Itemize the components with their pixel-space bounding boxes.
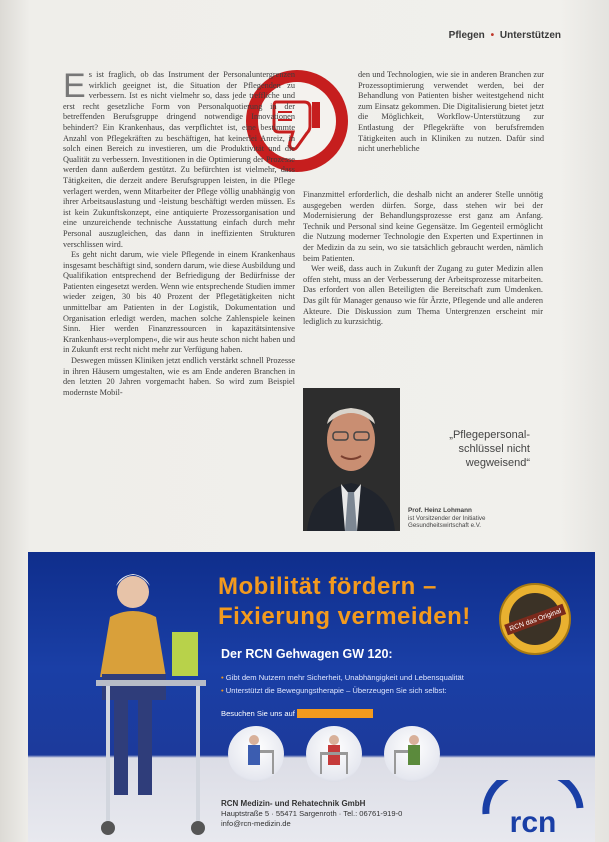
- article-paragraph: Es geht nicht darum, wie viele Pflegende in einem Krankenhaus insgesamt beschäftigt sind, sondern darum, wie diese Ausbildung und Qualifikation entsprechend der Befriedigung der Bedürfnisse der Patienten eingesetzt werden. Wenn wie entsprechende Studien immer wieder zeigen, 30 bis 40 Prozent der Pflegetätigkeiten nicht unmittelbar am Patienten in der Logistik, Dokumentation und Organisation erledigt werden, machen solche Zahlenspiele keinen Sinn. Hier werden Finanzressourcen in kapazitätsintensive Krankenhaus-»verplompen«, die wir aus heute schon nicht haben und in Zukunft erst recht nicht mehr zur Verfügung haben.: [63, 250, 295, 355]
- pull-quote: „Pflegepersonal-schlüssel nicht wegweisend“: [449, 429, 530, 469]
- article-paragraph: s ist fraglich, ob das Instrument der Personaluntergrenzen wirklich geeignet ist, die Situation der Pflegenden zu verbessern. Ist es nicht vielmehr so, dass jede treffliche und erst recht gesetzliche Form von Personalquotierung in der betreffenden Berufsgruppe dringend notwendige Innovationen behindert? Ein Krankenhaus, das verpflichtet ist, eine bestimmte Anzahl von Pflegekräften zu beschäftigen, hat keinerlei Anreiz, in solch einen Bereich zu investieren, um die Produktivität und die Qualität zu verbessern. Investitionen in die Optimierung der Prozesse werden dann außerdem gestützt. Zu befürchten ist vielmehr, dass Tätigkeiten, die derzeit andere Berufsgruppen leisten, in die Pflege verlagert werden, wenn Mitarbeiter der Pflege völlig unabhängig von ihrer Arbeitsauslastung und -leistung beschäftigt werden müssen. Es ist kein Zukunftskonzept, eine antiquierte Prozessorganisation und eine unzureichende technische Ausstattung einfach durch mehr Personal auszugleichen, das dann in ineffizienten Strukturen verschlissen wird.: [63, 70, 295, 249]
- quality-seal-icon: [498, 582, 572, 656]
- section-label-pflegen: Pflegen: [448, 30, 485, 41]
- advertisement: [28, 552, 595, 842]
- ad-product-name: Der RCN Gehwagen GW 120:: [221, 647, 393, 661]
- caption-org: Gesundheitswirtschaft e.V.: [408, 522, 482, 529]
- rcn-logo-text: rcn: [509, 806, 557, 839]
- ad-benefit-item: • Gibt dem Nutzern mehr Sicherheit, Unabhängigkeit und Lebensqualität: [221, 671, 571, 684]
- section-separator: •: [490, 30, 495, 41]
- walker-user-image: [384, 726, 440, 782]
- ad-headline-line1: Mobilität fördern –: [218, 573, 437, 600]
- portrait-caption: [408, 507, 538, 530]
- article-paragraph: den und Technologien, wie sie in anderen Branchen zur Prozessoptimierung verwendet werden, bei der Behandlung von Patienten bisher weitestgehend nicht zum Einsatz gekommen. Die Digitalisierung bietet jetzt die Möglichkeit, Workflow-Unterstützung zur Entlastung der Pflegekräfte von berufsfremden Tätigkeiten auch in Kliniken zu nutzen. Dafür sind nicht unerhebliche: [358, 70, 544, 154]
- walker-user-image: [306, 726, 362, 782]
- article-right-column: [303, 190, 543, 328]
- ad-headline: [218, 572, 498, 632]
- seal-text: RCN das Original: [508, 607, 563, 634]
- section-header: [449, 30, 561, 41]
- portrait-image: [303, 388, 400, 531]
- article-left-column: [63, 67, 295, 398]
- drop-cap: E: [63, 67, 86, 105]
- ad-company-address: Hauptstraße 5 · 55471 Sargenroth · Tel.: 06761-919-0: [221, 809, 403, 818]
- ad-photo-thumb: [306, 726, 362, 782]
- ad-website-link[interactable]: www.rcn-medizin.de: [297, 709, 373, 718]
- ad-company-email[interactable]: info@rcn-medizin.de: [221, 819, 291, 828]
- article-paragraph: Wer weiß, dass auch in Zukunft der Zugang zu guter Medizin allen offen steht, muss an der Verbesserung der Arbeitsprozesse mitarbeiten. Das erfordert von allen Beteiligten die Bereitschaft zum Umdenken. Das gilt für Manager genauso wie für Ärzte, Pflegende und alle anderen Akteure. Die Diskussion zum Thema Untergrenzen erscheint mir lediglich zu kurzsichtig.: [303, 264, 543, 327]
- ad-benefit-list: [221, 671, 571, 697]
- article-right-column-top: [358, 70, 544, 155]
- ad-photo-thumb: [228, 726, 284, 782]
- section-label-unterstuetzen: Unterstützen: [499, 30, 561, 41]
- rcn-logo: [478, 780, 588, 840]
- caption-role: ist Vorsitzender der Initiative: [408, 514, 486, 522]
- ad-benefit-item: • Unterstützt die Bewegungstherapie – Überzeugen Sie sich selbst:: [221, 684, 571, 697]
- ad-photo-strip: [228, 726, 443, 782]
- ad-cta-text: Besuchen Sie uns auf: [221, 709, 295, 718]
- ad-company-info: [221, 799, 402, 829]
- elderly-woman-walker-illustration: [88, 562, 218, 837]
- ad-headline-line2: Fixierung vermeiden!: [218, 603, 471, 630]
- walker-user-image: [228, 726, 284, 782]
- author-portrait: [303, 388, 400, 531]
- ad-call-to-action: [221, 709, 373, 718]
- ad-photo-thumb: [384, 726, 440, 782]
- caption-name: Prof. Heinz Lohmann: [408, 507, 472, 514]
- article-paragraph: Deswegen müssen Kliniken jetzt endlich verstärkt schnell Prozesse in ihren Häusern umgestalten, wie es am Ende anderen Branchen in den letzten 20 Jahren vorgemacht haben. So wird zum Beispiel modernste Mobil-: [63, 356, 295, 397]
- article-paragraph: Finanzmittel erforderlich, die deshalb nicht an anderer Stelle unnötig ausgegeben werden dürfen. Sorge, dass stehen wir bei der Modernisierung der Behandlungsprozesse erst ganz am Anfang. Technik und Personal sind keine Gegensätze. Im Gegenteil ermöglicht die Nutzung moderner Technologie den Experten und Expertinnen in der Medizin da zu sein, wo sie tatsächlich gebraucht werden, nämlich beim Patienten.: [303, 190, 543, 263]
- ad-company-name: RCN Medizin- und Rehatechnik GmbH: [221, 799, 366, 808]
